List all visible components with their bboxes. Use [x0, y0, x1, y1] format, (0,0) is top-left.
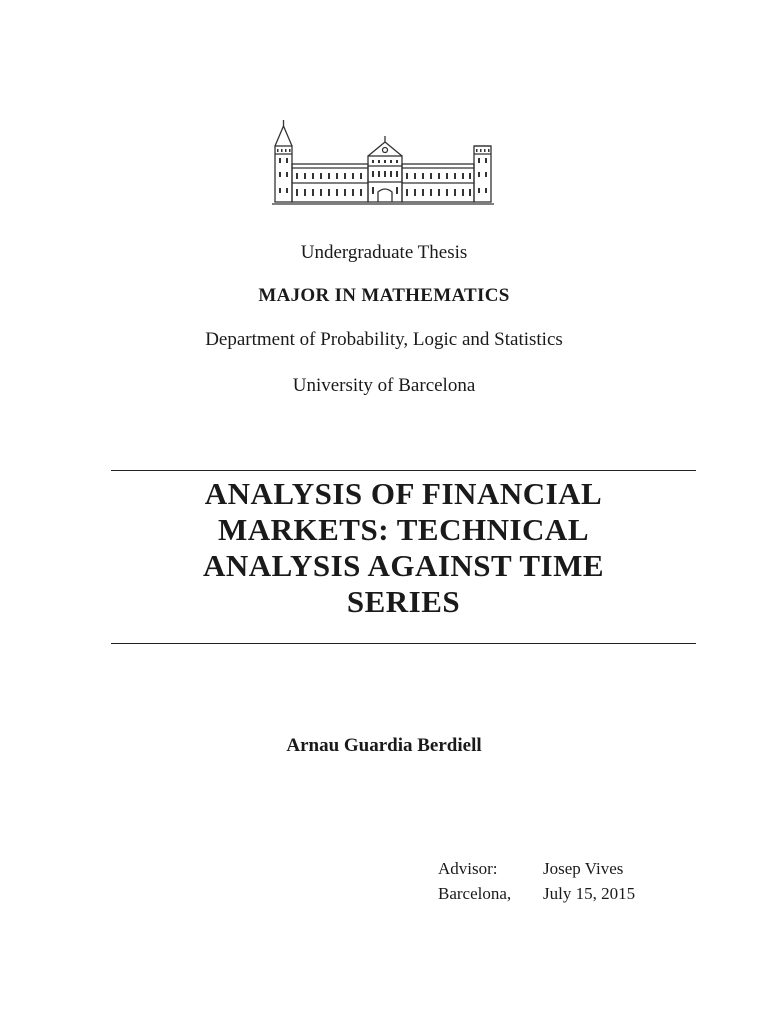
thesis-date: July 15, 2015: [543, 884, 636, 903]
thesis-type: Undergraduate Thesis: [300, 242, 468, 263]
advisor-name: Josep Vives: [543, 859, 624, 878]
thesis-title-line: ANALYSIS AGAINST TIME: [202, 548, 605, 583]
advisor-label: Advisor:: [438, 859, 498, 878]
major-heading: MAJOR IN MATHEMATICS: [258, 285, 510, 306]
title-top-rule: [111, 470, 696, 471]
title-bottom-rule: [111, 643, 696, 644]
advisor-row: [438, 856, 635, 881]
author-name: Arnau Guardia Berdiell: [286, 735, 482, 756]
thesis-metadata: [438, 856, 635, 906]
university-name: University of Barcelona: [292, 375, 476, 396]
thesis-title-line: ANALYSIS OF FINANCIAL: [204, 476, 603, 511]
university-building-logo-icon: [268, 118, 500, 210]
date-row: [438, 881, 635, 906]
place-label: Barcelona,: [438, 884, 512, 903]
department-name: Department of Probability, Logic and Statistics: [205, 329, 563, 350]
thesis-title-line: SERIES: [346, 584, 461, 619]
thesis-title-line: MARKETS: TECHNICAL: [217, 512, 589, 547]
thesis-title: [111, 476, 696, 620]
